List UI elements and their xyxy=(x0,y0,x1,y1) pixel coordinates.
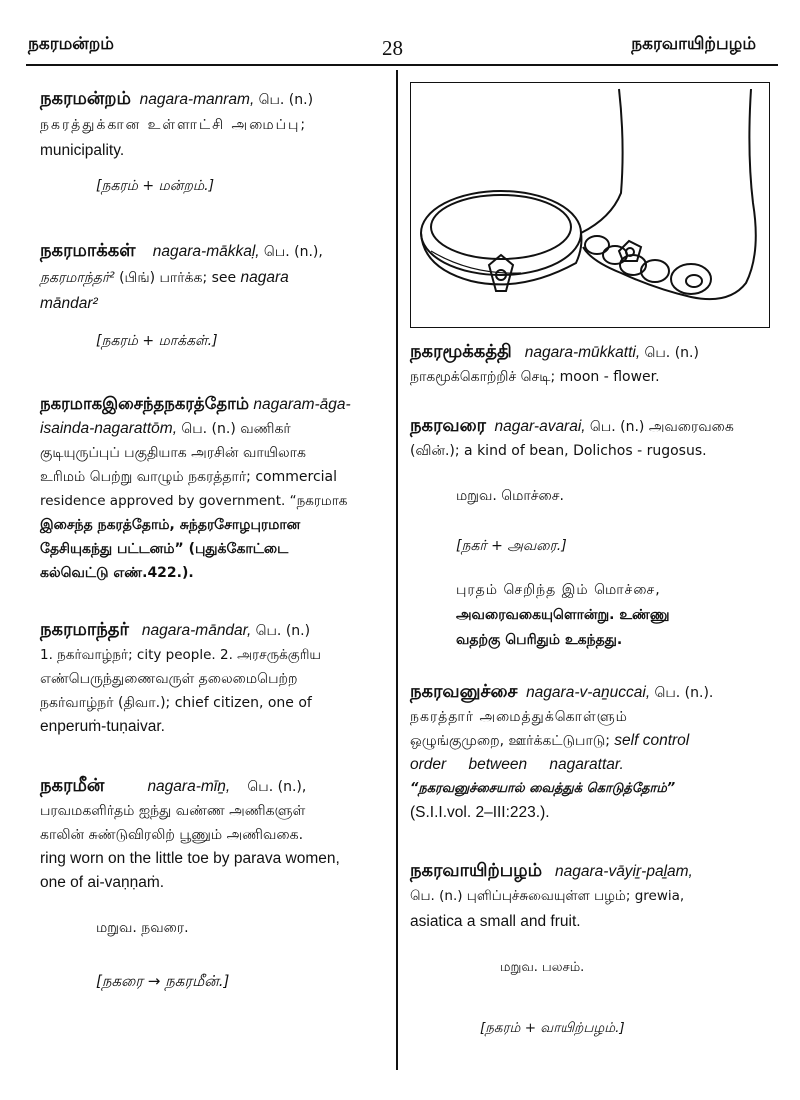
etymology: [நகரம் + மன்றம்.] xyxy=(96,178,215,194)
part-of-speech: பெ. (n.), xyxy=(247,779,307,795)
definition-english: order between nagarattar. xyxy=(410,756,624,773)
headword: நகரமாக்கள் xyxy=(40,240,136,261)
definition-line: enperuṁ-tuṇaivar. xyxy=(40,718,165,735)
transliteration: nagara-mākkaḷ, xyxy=(152,243,260,260)
page-number: 28 xyxy=(382,36,403,60)
entry-nagaramandar xyxy=(40,618,390,739)
transliteration: nagara-māndar, xyxy=(141,622,252,639)
part-of-speech: பெ. (n.). xyxy=(654,685,714,701)
headword: நகரமாந்தர் xyxy=(40,619,129,640)
headword: நகரமீன் xyxy=(40,775,105,796)
definition-line: பெ. (n.) புளிப்புச்சுவையுள்ள பழம்; grewia, xyxy=(410,888,685,904)
entry-nagaramanram xyxy=(40,86,388,163)
quotation-line: புரதம் செறிந்த இம் மொச்சை, xyxy=(456,582,661,598)
synonym: மறுவ. பலசம். xyxy=(500,960,585,975)
definition-english: municipality. xyxy=(40,142,125,159)
headword: நகரவாயிற்பழம் xyxy=(410,860,543,881)
transliteration: nagara-v-aṉuccai, xyxy=(526,684,651,701)
definition-english: asiatica a small and fruit. xyxy=(410,913,581,930)
entry-nagaramaga xyxy=(40,392,390,585)
part-of-speech: பெ. (n.) வணிகர் xyxy=(181,421,291,437)
headword: நகரவரை xyxy=(410,415,486,436)
etymology: [நகரை → நகரமீன்.] xyxy=(96,972,230,990)
transliteration: nagaram-āga- xyxy=(253,396,351,413)
definition-english: ring worn on the little toe by parava women, xyxy=(40,850,340,867)
transliteration: nagara-mūkkatti, xyxy=(524,344,641,361)
citation: (S.I.I.vol. 2–III:223.). xyxy=(410,804,550,821)
definition-english: one of ai-vaṇṇaṁ. xyxy=(40,874,165,891)
part-of-speech: பெ. (n.) அவரைவகை xyxy=(589,419,734,435)
transliteration: nagara-mīṉ, xyxy=(147,778,231,795)
definition-line: 1. நகர்வாழ்நர்; city people. 2. அரசருக்குரிய xyxy=(40,647,321,663)
entry-nagaravarai xyxy=(410,414,780,463)
definition-line: நகரத்தார் அமைத்துக்கொள்ளும் xyxy=(410,709,628,725)
headword: நகரமூக்கத்தி xyxy=(410,341,512,362)
definition-line: māndar² xyxy=(40,295,98,312)
entry-nagaramakkal xyxy=(40,238,388,317)
etymology: [நகரம் + மாக்கள்.] xyxy=(96,333,218,349)
toe-ring-drawing xyxy=(411,83,768,326)
transliteration: nagar-avarai, xyxy=(494,418,586,435)
quotation-line: அவரைவகையுளொன்று. உண்ணு xyxy=(456,607,670,623)
transliteration: nagara-vāyiṟ-paḻam, xyxy=(555,863,693,880)
headword: நகரமாகஇசைந்தநகரத்தோம் xyxy=(40,394,250,413)
synonym: மறுவ. நவரை. xyxy=(96,920,189,936)
quotation-line: வதற்கு பெரிதும் உகந்தது. xyxy=(456,632,623,648)
part-of-speech: பெ. (n.) xyxy=(258,92,314,108)
headword: நகரமன்றம் xyxy=(40,88,132,109)
part-of-speech: பெ. (n.), xyxy=(263,244,323,260)
header-rule xyxy=(26,64,778,66)
part-of-speech: பெ. (n.) xyxy=(255,623,311,639)
citation: கல்வெட்டு எண்.422.). xyxy=(40,565,194,581)
running-head-right: நகரவாயிற்பழம் xyxy=(631,34,756,54)
definition-line: பரவமகளிர்தம் ஐந்து வண்ண அணிகளுள் xyxy=(40,803,306,819)
entry-nagaravayirpalam xyxy=(410,858,780,934)
definition-line: குடியுருப்புப் பகுதியாக அரசின் வாயிலாக xyxy=(40,445,306,461)
quotation xyxy=(456,578,756,653)
definition-line: நாகமூக்கொற்றிச் செடி; moon - flower. xyxy=(410,369,660,385)
definition-english: self control xyxy=(614,732,690,749)
cross-reference: நகரமாந்தர்² xyxy=(40,270,115,286)
transliteration: isainda-nagarattōm, xyxy=(40,420,177,437)
quotation-line: தேசியுகந்து பட்டனம்” (புதுக்கோட்டை xyxy=(40,541,289,557)
entry-nagaramukkatti xyxy=(410,340,780,389)
entry-nagaravanuccai xyxy=(410,680,780,825)
etymology: [நகரம் + வாயிற்பழம்.] xyxy=(480,1020,625,1036)
definition-line: (பிங்) பார்க்க; see xyxy=(119,270,237,286)
running-head-left: நகரமன்றம் xyxy=(28,34,114,54)
illustration-toe-ring xyxy=(410,82,770,328)
definition-line: ஒழுங்குமுறை, ஊர்க்கட்டுபாடு; xyxy=(410,733,610,749)
definition-line: நகரத்துக்கான உள்ளாட்சி அமைப்பு; xyxy=(40,117,308,133)
quotation-line: இசைந்த நகரத்தோம், சுந்தரசோழபுரமான xyxy=(40,517,301,533)
cross-reference-english: nagara xyxy=(240,269,289,286)
headword: நகரவனுச்சை xyxy=(410,681,518,702)
synonym: மறுவ. மொச்சை. xyxy=(456,488,564,504)
definition-line: residence approved by government. “நகரமாக xyxy=(40,493,348,509)
definition-line: (வின்.); a kind of bean, Dolichos - rugosus. xyxy=(410,443,707,459)
quotation-line: “நகரவனுச்சையால் வைத்துக் கொடுத்தோம்” xyxy=(410,781,676,796)
part-of-speech: பெ. (n.) xyxy=(644,345,699,361)
transliteration: nagara-manram, xyxy=(139,91,255,108)
entry-nagaramin xyxy=(40,774,390,895)
definition-line: நகர்வாழ்நர் (திவா.); chief citizen, one of xyxy=(40,695,312,711)
etymology: [நகர் + அவரை.] xyxy=(456,538,567,554)
definition-line: உரிமம் பெற்று வாழும் நகரத்தார்; commercial xyxy=(40,469,338,485)
definition-line: எண்பெருந்துணைவருள் தலைமைபெற்ற xyxy=(40,671,298,687)
definition-line: காலின் சுண்டுவிரலிற் பூணும் அணிவகை. xyxy=(40,827,304,843)
column-divider xyxy=(396,70,398,1070)
